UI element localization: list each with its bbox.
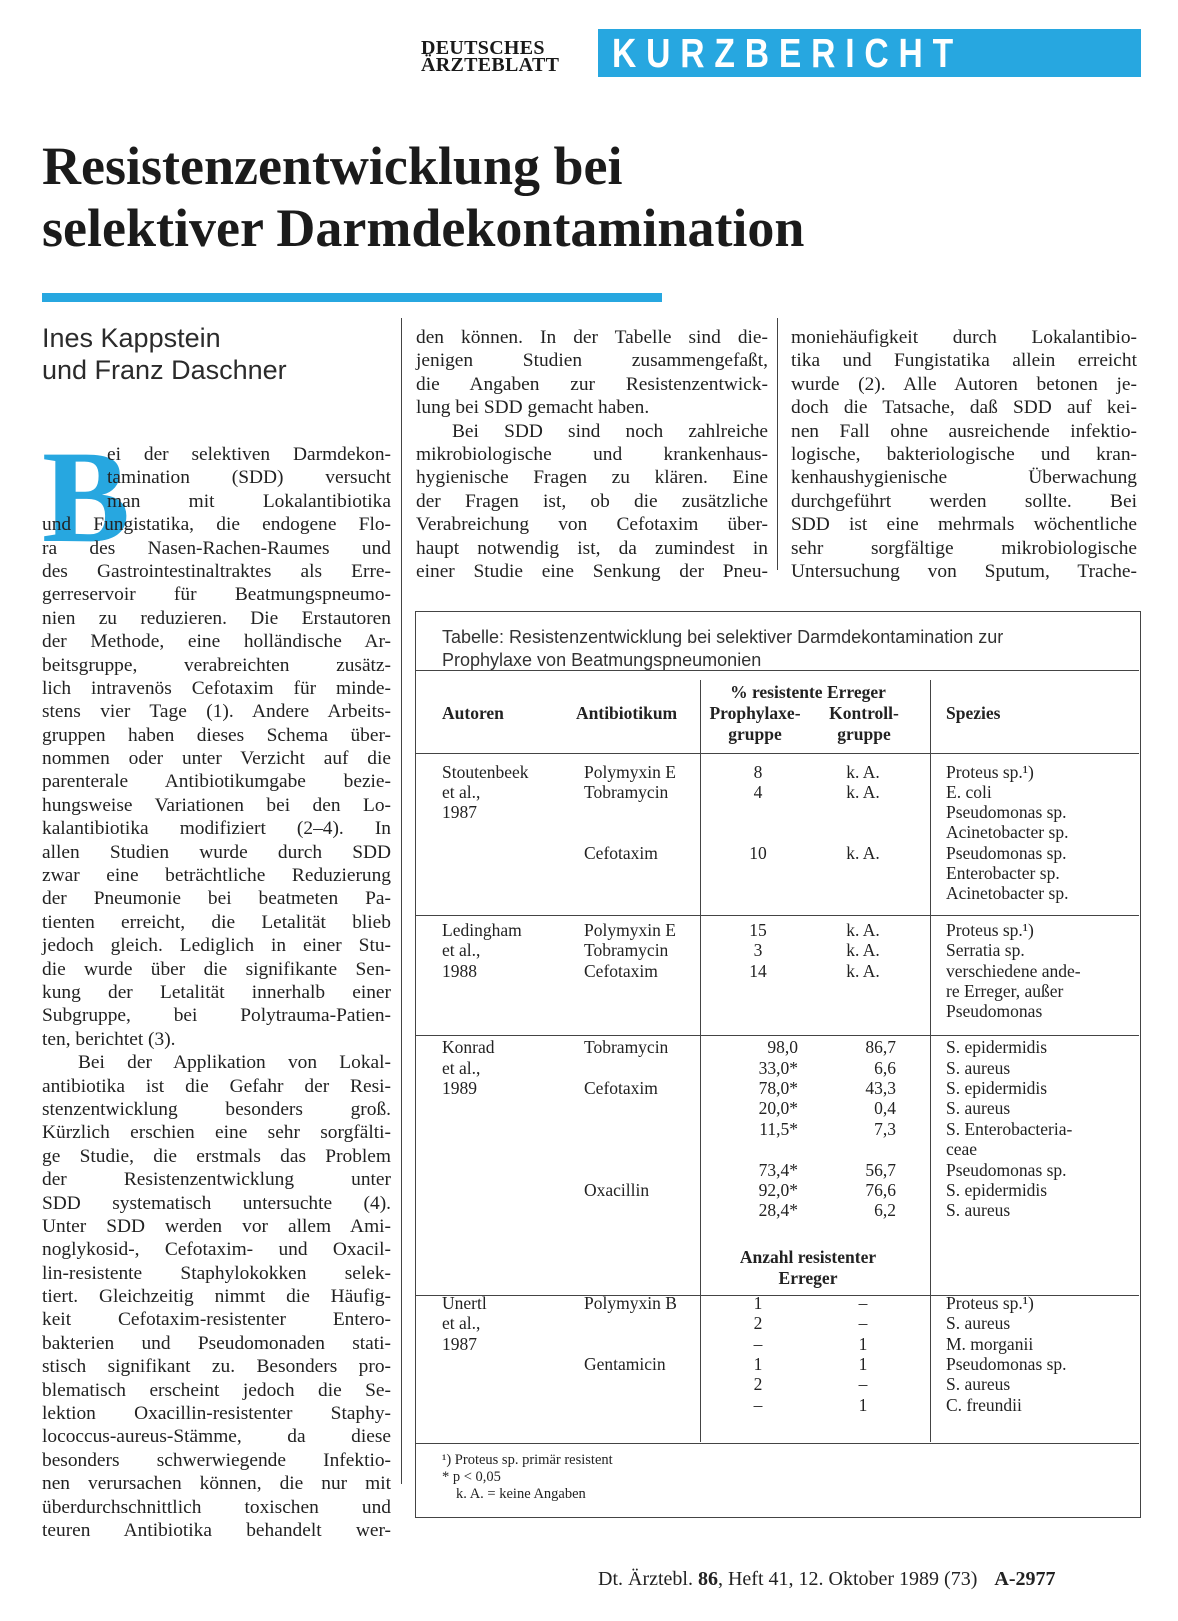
cell-antibiotic: Tobramycin bbox=[584, 940, 669, 960]
drop-cap: B bbox=[42, 423, 131, 570]
text-line: den können. In der Tabelle sind die- bbox=[416, 327, 768, 348]
cell-species: S. aureus bbox=[946, 1058, 1011, 1078]
text-line: tamination (SDD) versucht bbox=[107, 467, 391, 489]
text-line: ten, berichtet (3). bbox=[42, 1028, 176, 1050]
text-line: nen Fall ohne ausreichende infektio- bbox=[791, 420, 1137, 442]
cell-kontroll: – bbox=[858, 1293, 868, 1313]
text-line: kalantibiotika modifiziert (2–4). In bbox=[42, 818, 391, 840]
cell-prophylaxe: 15 bbox=[749, 920, 767, 940]
cell-species: M. morganii bbox=[946, 1334, 1034, 1354]
cell-antibiotic: Polymyxin B bbox=[584, 1293, 677, 1313]
cell-kontroll: 1 bbox=[858, 1395, 868, 1415]
text-line: man mit Lokalantibiotika bbox=[107, 490, 391, 512]
cell-species: S. epidermidis bbox=[946, 1180, 1048, 1200]
cell-kontroll: – bbox=[858, 1313, 868, 1333]
text-line: lin-resistente Staphylokokken selek- bbox=[42, 1262, 391, 1284]
cell-species: S. aureus bbox=[946, 1098, 1011, 1118]
cell-species: S. aureus bbox=[946, 1313, 1011, 1333]
text-line: doch die Tatsache, daß SDD auf kei- bbox=[791, 397, 1137, 419]
text-line: der Methode, eine holländische Ar- bbox=[42, 631, 391, 653]
table-vline-2 bbox=[930, 680, 931, 1442]
text-line: parenterale Antibiotikumgabe bezie- bbox=[42, 771, 391, 793]
brand-line-2: ÄRZTEBLATT bbox=[421, 54, 560, 76]
cell-species: ceae bbox=[946, 1139, 978, 1159]
text-line: Bei der Applikation von Lokal- bbox=[78, 1052, 391, 1074]
column-divider-1 bbox=[401, 318, 402, 1484]
cell-prophylaxe: 4 bbox=[753, 782, 763, 802]
cell-kontroll: 56,7 bbox=[865, 1160, 896, 1180]
text-line: hungsweise Variationen bei den Lo- bbox=[42, 794, 391, 816]
text-line: ge Studie, die erstmals das Problem bbox=[42, 1145, 391, 1167]
table-rule-top bbox=[415, 670, 1139, 671]
table-rule-group-1 bbox=[415, 915, 1139, 916]
header-spezies: Spezies bbox=[946, 703, 1001, 723]
cell-prophylaxe: 28,4* bbox=[758, 1200, 798, 1220]
cell-prophylaxe: 11,5* bbox=[759, 1119, 798, 1139]
cell-authors: et al., bbox=[442, 1058, 481, 1078]
cell-authors: 1988 bbox=[442, 961, 477, 981]
cell-prophylaxe: 14 bbox=[749, 961, 767, 981]
cell-kontroll: k. A. bbox=[846, 762, 880, 782]
table-caption bbox=[442, 626, 1132, 672]
cell-species: C. freundii bbox=[946, 1395, 1022, 1415]
header-percent-group: % resistente Erreger bbox=[730, 682, 886, 702]
section-label: KURZBERICHT bbox=[612, 30, 964, 76]
cell-prophylaxe: 10 bbox=[749, 843, 767, 863]
text-line: Bei SDD sind noch zahlreiche bbox=[452, 420, 768, 442]
body-column-1 bbox=[42, 423, 391, 1542]
cell-authors: Unertl bbox=[442, 1293, 487, 1313]
table-rule-bottom bbox=[415, 1443, 1139, 1444]
table-rule-group-2 bbox=[415, 1035, 1139, 1036]
text-line: ei der selektiven Darmdekon- bbox=[107, 444, 391, 465]
text-line: Unter SDD werden vor allem Ami- bbox=[42, 1215, 391, 1237]
table-vline-1 bbox=[700, 680, 701, 1442]
section-banner bbox=[598, 29, 1141, 77]
cell-kontroll: k. A. bbox=[846, 961, 880, 981]
table-caption-line-1: Tabelle: Resistenzentwicklung bei selektiver Darmdekontamination zur bbox=[442, 627, 1004, 647]
table-footnotes bbox=[442, 1452, 613, 1503]
cell-species: Pseudomonas sp. bbox=[946, 843, 1067, 863]
text-line: die wurde über die signifikante Sen- bbox=[42, 958, 391, 980]
cell-antibiotic: Cefotaxim bbox=[584, 1078, 658, 1098]
cell-species: Pseudomonas sp. bbox=[946, 1160, 1067, 1180]
text-line: durchgeführt werden sollte. Bei bbox=[791, 490, 1137, 512]
cell-species: S. epidermidis bbox=[946, 1037, 1048, 1057]
text-line: sehr sorgfältige mikrobiologische bbox=[791, 537, 1137, 559]
text-line: antibiotika ist die Gefahr der Resi- bbox=[42, 1075, 391, 1097]
cell-kontroll: 86,7 bbox=[865, 1037, 896, 1057]
text-line: ra des Nasen-Rachen-Raumes und bbox=[42, 537, 391, 559]
text-line: bakterien und Pseudomonaden stati- bbox=[42, 1332, 391, 1354]
text-line: jedoch gleich. Lediglich in einer Stu- bbox=[42, 935, 391, 957]
text-line: stenzentwicklung besonders groß. bbox=[42, 1098, 391, 1120]
cell-species: S. epidermidis bbox=[946, 1078, 1048, 1098]
title-rule bbox=[42, 293, 662, 302]
cell-species: Pseudomonas bbox=[946, 1001, 1043, 1021]
authors-line-1: Ines Kappstein bbox=[42, 323, 221, 353]
cell-antibiotic: Cefotaxim bbox=[584, 843, 658, 863]
text-line: stens vier Tage (1). Andere Arbeits- bbox=[42, 701, 391, 723]
text-line: logische, bakteriologische und kran- bbox=[791, 443, 1137, 465]
text-line: die Angaben zur Resistenzentwick- bbox=[416, 373, 768, 395]
cell-prophylaxe: – bbox=[753, 1334, 763, 1354]
header-kontroll-2: gruppe bbox=[837, 724, 891, 744]
text-line: tienten erreicht, die Letalität blieb bbox=[42, 911, 391, 933]
cell-prophylaxe: 3 bbox=[753, 940, 763, 960]
header-anzahl-2: Erreger bbox=[778, 1268, 838, 1288]
cell-species: Acinetobacter sp. bbox=[946, 822, 1069, 842]
cell-kontroll: k. A. bbox=[846, 940, 880, 960]
header-kontroll: Kontroll- bbox=[829, 703, 899, 723]
text-line: der Pneumonie bei beatmeten Pa- bbox=[42, 888, 391, 910]
cell-prophylaxe: 1 bbox=[753, 1293, 763, 1313]
cell-authors: et al., bbox=[442, 1313, 481, 1333]
cell-species: E. coli bbox=[946, 782, 992, 802]
text-line: lich intravenös Cefotaxim für minde- bbox=[42, 677, 391, 699]
cell-kontroll: k. A. bbox=[846, 843, 880, 863]
cell-authors: Ledingham bbox=[442, 920, 522, 940]
cell-authors: Konrad bbox=[442, 1037, 495, 1057]
cell-prophylaxe: 8 bbox=[753, 762, 763, 782]
text-line: moniehäufigkeit durch Lokalantibio- bbox=[791, 327, 1137, 348]
cell-species: Enterobacter sp. bbox=[946, 863, 1060, 883]
cell-species: Proteus sp.¹) bbox=[946, 1293, 1034, 1313]
text-line: tiert. Gleichzeitig nimmt die Häufig- bbox=[42, 1286, 391, 1308]
text-line: teuren Antibiotika behandelt wer- bbox=[42, 1519, 391, 1541]
cell-species: S. aureus bbox=[946, 1374, 1011, 1394]
text-line: besonders schwerwiegende Infektio- bbox=[42, 1449, 391, 1471]
cell-kontroll: 6,2 bbox=[874, 1200, 896, 1220]
cell-prophylaxe: 33,0* bbox=[758, 1058, 798, 1078]
cell-antibiotic: Oxacillin bbox=[584, 1180, 650, 1200]
cell-prophylaxe: 1 bbox=[753, 1354, 763, 1374]
text-line: zwar eine beträchtliche Reduzierung bbox=[42, 865, 391, 887]
cell-kontroll: 1 bbox=[858, 1354, 868, 1374]
header-autoren: Autoren bbox=[442, 703, 504, 723]
cell-prophylaxe: 73,4* bbox=[758, 1160, 798, 1180]
cell-kontroll: 76,6 bbox=[865, 1180, 896, 1200]
footnote-2: * p < 0,05 bbox=[442, 1469, 501, 1485]
cell-antibiotic: Polymyxin E bbox=[584, 762, 676, 782]
cell-prophylaxe: 98,0 bbox=[767, 1037, 798, 1057]
cell-kontroll: 1 bbox=[858, 1334, 868, 1354]
text-line: der Resistenzentwicklung unter bbox=[42, 1169, 391, 1191]
text-line: wurde (2). Alle Autoren betonen je- bbox=[791, 373, 1137, 395]
text-line: gruppen haben dieses Schema über- bbox=[42, 724, 391, 746]
text-line: SDD systematisch untersuchte (4). bbox=[42, 1192, 391, 1214]
footer-issue: , Heft 41, 12. Oktober 1989 (73) bbox=[717, 1568, 978, 1590]
cell-prophylaxe: 2 bbox=[753, 1374, 763, 1394]
text-line: noglykosid-, Cefotaxim- und Oxacil- bbox=[42, 1239, 391, 1261]
cell-authors: et al., bbox=[442, 782, 481, 802]
cell-authors: 1987 bbox=[442, 1334, 477, 1354]
text-line: und Fungistatika, die endogene Flo- bbox=[42, 514, 391, 536]
cell-antibiotic: Tobramycin bbox=[584, 782, 669, 802]
cell-species: Proteus sp.¹) bbox=[946, 920, 1034, 940]
text-line: keit Cefotaxim-resistenter Entero- bbox=[42, 1309, 391, 1331]
title-line-2: selektiver Darmdekontamination bbox=[42, 198, 805, 258]
authors-line-2: und Franz Daschner bbox=[42, 355, 287, 385]
header-anzahl-1: Anzahl resistenter bbox=[739, 1247, 877, 1267]
footer-volume: 86 bbox=[697, 1568, 718, 1590]
cell-species: Acinetobacter sp. bbox=[946, 883, 1069, 903]
text-line: lococcus-aureus-Stämme, da diese bbox=[42, 1426, 391, 1448]
text-line: lektion Oxacillin-resistenter Staphy- bbox=[42, 1403, 391, 1425]
text-line: jenigen Studien zusammengefaßt, bbox=[416, 350, 768, 372]
text-line: Subgruppe, bei Polytrauma-Patien- bbox=[42, 1005, 391, 1027]
text-line: Verabreichung von Cefotaxim über- bbox=[416, 514, 768, 536]
footer-page-number: A-2977 bbox=[994, 1568, 1056, 1590]
cell-prophylaxe: – bbox=[753, 1395, 763, 1415]
cell-antibiotic: Polymyxin E bbox=[584, 920, 676, 940]
cell-species: S. aureus bbox=[946, 1200, 1011, 1220]
brand-line-1: DEUTSCHES bbox=[421, 37, 545, 59]
header-prophylaxe: Prophylaxe- bbox=[709, 703, 801, 723]
text-line: nien zu reduzieren. Die Erstautoren bbox=[42, 607, 391, 629]
text-line: überdurchschnittlich toxischen und bbox=[42, 1496, 391, 1518]
cell-species: re Erreger, außer bbox=[946, 981, 1064, 1001]
text-line: lung bei SDD gemacht haben. bbox=[416, 397, 650, 419]
article-title bbox=[42, 135, 1122, 259]
authors bbox=[42, 322, 392, 386]
cell-species: S. Enterobacteria- bbox=[946, 1119, 1073, 1139]
cell-species: Serratia sp. bbox=[946, 940, 1025, 960]
text-line: Untersuchung von Sputum, Trache- bbox=[791, 560, 1137, 582]
cell-authors: Stoutenbeek bbox=[442, 762, 529, 782]
footnote-3: k. A. = keine Angaben bbox=[456, 1486, 586, 1502]
cell-prophylaxe: 2 bbox=[753, 1313, 763, 1333]
footnote-1: ¹) Proteus sp. primär resistent bbox=[442, 1452, 613, 1468]
text-line: blematisch erscheint jedoch die Se- bbox=[42, 1379, 391, 1401]
text-line: haupt notwendig ist, da zumindest in bbox=[416, 537, 768, 559]
cell-prophylaxe: 78,0* bbox=[758, 1078, 798, 1098]
cell-antibiotic: Gentamicin bbox=[584, 1354, 666, 1374]
cell-kontroll: 7,3 bbox=[874, 1119, 896, 1139]
body-column-2 bbox=[416, 326, 768, 583]
column-divider-2 bbox=[777, 318, 778, 570]
text-line: nommen oder unter Verzicht auf die bbox=[42, 748, 391, 770]
text-line: mikrobiologische und krankenhaus- bbox=[416, 443, 768, 465]
cell-authors: 1989 bbox=[442, 1078, 477, 1098]
text-line: beitsgruppe, verabreichten zusätz- bbox=[42, 654, 391, 676]
table-rule-header bbox=[415, 753, 1139, 754]
text-line: des Gastrointestinaltraktes als Erre- bbox=[42, 560, 391, 582]
page-footer bbox=[598, 1568, 1143, 1591]
cell-prophylaxe: 20,0* bbox=[758, 1098, 798, 1118]
text-line: Kürzlich erschien eine sehr sorgfälti- bbox=[42, 1122, 391, 1144]
text-line: kenhaushygienische Überwachung bbox=[791, 467, 1137, 489]
cell-species: Proteus sp.¹) bbox=[946, 762, 1034, 782]
cell-antibiotic: Tobramycin bbox=[584, 1037, 669, 1057]
text-line: hygienische Fragen zu klären. Eine bbox=[416, 467, 768, 489]
text-line: kung der Letalität innerhalb einer bbox=[42, 981, 391, 1003]
text-line: tika und Fungistatika allein erreicht bbox=[791, 350, 1137, 372]
text-line: allen Studien wurde durch SDD bbox=[42, 841, 391, 863]
text-line: der Fragen ist, ob die zusätzliche bbox=[416, 490, 768, 512]
cell-species: Pseudomonas sp. bbox=[946, 1354, 1067, 1374]
cell-prophylaxe: 92,0* bbox=[758, 1180, 798, 1200]
cell-kontroll: 43,3 bbox=[865, 1078, 896, 1098]
cell-species: verschiedene ande- bbox=[946, 961, 1081, 981]
cell-antibiotic: Cefotaxim bbox=[584, 961, 658, 981]
header-antibiotikum: Antibiotikum bbox=[576, 703, 678, 723]
cell-species: Pseudomonas sp. bbox=[946, 802, 1067, 822]
header-prophylaxe-2: gruppe bbox=[728, 724, 782, 744]
footer-journal: Dt. Ärztebl. bbox=[598, 1568, 693, 1590]
cell-kontroll: – bbox=[858, 1374, 868, 1394]
cell-authors: et al., bbox=[442, 940, 481, 960]
text-line: einer Studie eine Senkung der Pneu- bbox=[416, 560, 768, 582]
cell-kontroll: 0,4 bbox=[874, 1098, 896, 1118]
title-line-1: Resistenzentwicklung bei bbox=[42, 136, 623, 196]
cell-kontroll: 6,6 bbox=[874, 1058, 896, 1078]
journal-brand bbox=[421, 37, 589, 76]
cell-kontroll: k. A. bbox=[846, 782, 880, 802]
cell-authors: 1987 bbox=[442, 802, 477, 822]
text-line: nen verursachen können, die nur mit bbox=[42, 1473, 391, 1495]
text-line: stisch signifikant zu. Besonders pro- bbox=[42, 1356, 391, 1378]
text-line: SDD ist eine mehrmals wöchentliche bbox=[791, 514, 1137, 536]
cell-kontroll: k. A. bbox=[846, 920, 880, 940]
text-line: gerreservoir für Beatmungspneumo- bbox=[42, 584, 391, 606]
body-column-3 bbox=[791, 326, 1137, 583]
table-caption-line-2: Prophylaxe von Beatmungspneumonien bbox=[442, 650, 762, 670]
